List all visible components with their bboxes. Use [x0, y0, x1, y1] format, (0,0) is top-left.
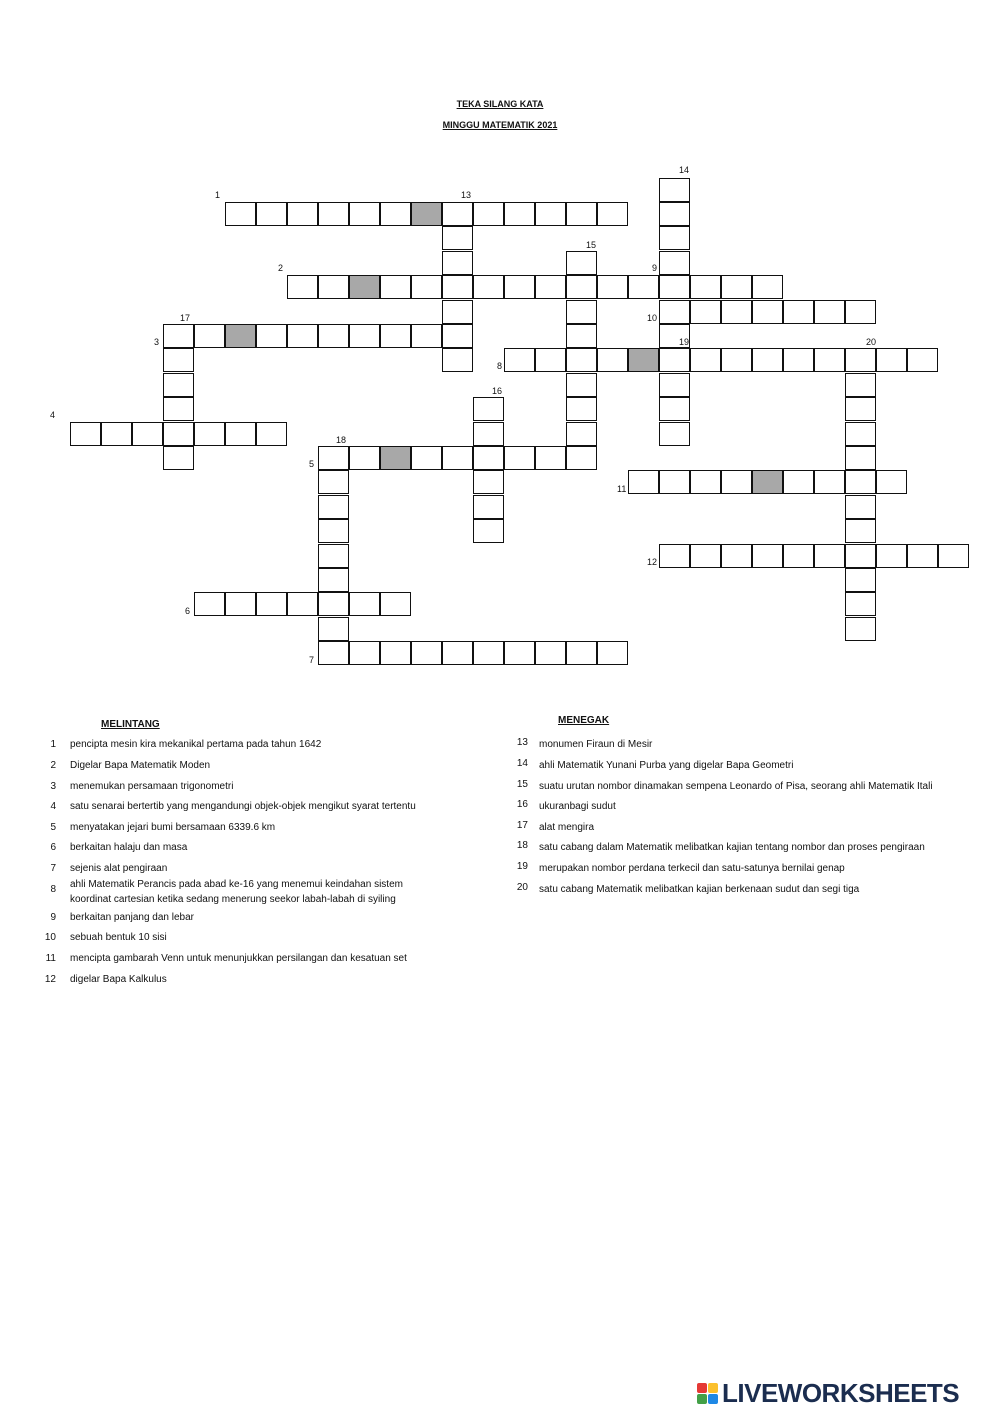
- clue-text: berkaitan panjang dan lebar: [70, 912, 194, 923]
- clue-text: monumen Firaun di Mesir: [539, 739, 653, 750]
- crossword-cell[interactable]: [256, 592, 287, 616]
- grid-number-a7: 7: [309, 655, 315, 665]
- clue-number: 16: [516, 799, 528, 810]
- grid-number-a11: 11: [617, 484, 627, 494]
- crossword-cell[interactable]: [411, 275, 442, 299]
- grid-number-a4: 4: [50, 410, 56, 420]
- crossword-cell[interactable]: [411, 446, 442, 470]
- crossword-cell[interactable]: [659, 348, 690, 372]
- clue-text: sejenis alat pengiraan: [70, 863, 168, 874]
- crossword-cell[interactable]: [752, 348, 783, 372]
- clue-number: 2: [50, 760, 56, 771]
- crossword-cell[interactable]: [287, 275, 318, 299]
- crossword-cell[interactable]: [318, 568, 349, 592]
- clue-number: 17: [516, 820, 528, 831]
- crossword-cell[interactable]: [349, 202, 380, 226]
- clue-text: menemukan persamaan trigonometri: [70, 781, 234, 792]
- crossword-cell[interactable]: [814, 470, 845, 494]
- crossword-cell[interactable]: [783, 348, 814, 372]
- clue-text: menyatakan jejari bumi bersamaan 6339.6 km: [70, 822, 276, 833]
- logo-text: LIVEWORKSHEETS: [722, 1377, 960, 1408]
- clue-text: satu cabang dalam Matematik melibatkan kajian tentang nombor dan proses pengiraan: [539, 842, 925, 853]
- clue-number: 3: [50, 781, 56, 792]
- crossword-cell[interactable]: [845, 495, 876, 519]
- clue-text: ukuranbagi sudut: [539, 801, 616, 812]
- crossword-cell[interactable]: [566, 324, 597, 348]
- crossword-cell[interactable]: [287, 202, 318, 226]
- crossword-cell[interactable]: [70, 422, 101, 446]
- grid-number-a3: 3: [154, 337, 160, 347]
- grid-number-a12: 12: [647, 557, 658, 567]
- crossword-cell[interactable]: [442, 641, 473, 665]
- crossword-cell[interactable]: [225, 592, 256, 616]
- crossword-cell[interactable]: [442, 300, 473, 324]
- crossword-cell[interactable]: [163, 348, 194, 372]
- crossword-cell[interactable]: [690, 470, 721, 494]
- crossword-cell[interactable]: [566, 275, 597, 299]
- crossword-cell[interactable]: [442, 324, 473, 348]
- crossword-cell-shaded: [225, 324, 256, 348]
- crossword-cell[interactable]: [473, 519, 504, 543]
- crossword-cell[interactable]: [473, 446, 504, 470]
- crossword-cell[interactable]: [349, 446, 380, 470]
- crossword-cell[interactable]: [194, 592, 225, 616]
- crossword-cell[interactable]: [225, 202, 256, 226]
- crossword-cell[interactable]: [535, 641, 566, 665]
- grid-number-d17: 17: [180, 313, 191, 323]
- clue-number: 18: [516, 840, 528, 851]
- crossword-cell[interactable]: [721, 544, 752, 568]
- crossword-cell[interactable]: [752, 300, 783, 324]
- crossword-cell[interactable]: [907, 348, 938, 372]
- crossword-cell[interactable]: [907, 544, 938, 568]
- crossword-cell[interactable]: [659, 397, 690, 421]
- crossword-cell[interactable]: [318, 202, 349, 226]
- clue-text: sebuah bentuk 10 sisi: [70, 932, 167, 943]
- crossword-cell[interactable]: [566, 348, 597, 372]
- crossword-cell[interactable]: [535, 446, 566, 470]
- clue-number: 1: [50, 739, 56, 750]
- crossword-cell[interactable]: [318, 519, 349, 543]
- crossword-cell[interactable]: [318, 592, 349, 616]
- clue-text: alat mengira: [539, 822, 595, 833]
- crossword-cell[interactable]: [442, 226, 473, 250]
- crossword-cell[interactable]: [318, 544, 349, 568]
- logo-tile-red: [697, 1383, 707, 1393]
- crossword-cell[interactable]: [225, 422, 256, 446]
- crossword-cell[interactable]: [504, 641, 535, 665]
- crossword-cell[interactable]: [659, 275, 690, 299]
- crossword-cell[interactable]: [845, 470, 876, 494]
- crossword-cell[interactable]: [349, 592, 380, 616]
- clue-number: 7: [50, 863, 56, 874]
- liveworksheets-logo-icon: [697, 1383, 718, 1404]
- crossword-cell[interactable]: [318, 470, 349, 494]
- crossword-cell[interactable]: [566, 202, 597, 226]
- clue-number: 9: [50, 912, 56, 923]
- crossword-cell[interactable]: [566, 422, 597, 446]
- crossword-cell[interactable]: [473, 202, 504, 226]
- crossword-cell[interactable]: [535, 275, 566, 299]
- clue-number: 5: [50, 822, 56, 833]
- crossword-cell[interactable]: [473, 397, 504, 421]
- clue-text: merupakan nombor perdana terkecil dan satu-satunya bernilai genap: [539, 863, 845, 874]
- crossword-cell[interactable]: [628, 470, 659, 494]
- crossword-cell[interactable]: [845, 544, 876, 568]
- crossword-cell[interactable]: [318, 324, 349, 348]
- crossword-cell[interactable]: [690, 544, 721, 568]
- crossword-cell-shaded: [628, 348, 659, 372]
- crossword-cell[interactable]: [845, 397, 876, 421]
- crossword-cell[interactable]: [504, 446, 535, 470]
- crossword-cell[interactable]: [504, 202, 535, 226]
- clue-number: 15: [516, 779, 528, 790]
- clue-number: 6: [50, 842, 56, 853]
- crossword-cell[interactable]: [473, 641, 504, 665]
- crossword-cell[interactable]: [566, 373, 597, 397]
- logo-tile-blue: [708, 1394, 718, 1404]
- crossword-cell[interactable]: [721, 348, 752, 372]
- crossword-cell[interactable]: [163, 397, 194, 421]
- crossword-cell[interactable]: [814, 348, 845, 372]
- grid-number-d16: 16: [492, 386, 503, 396]
- grid-number-d15: 15: [586, 240, 597, 250]
- crossword-cell[interactable]: [163, 373, 194, 397]
- crossword-cell[interactable]: [597, 348, 628, 372]
- crossword-cell[interactable]: [566, 446, 597, 470]
- crossword-cell[interactable]: [442, 446, 473, 470]
- clue-text: suatu urutan nombor dinamakan sempena Leonardo of Pisa, seorang ahli Matematik Itali: [539, 781, 933, 792]
- grid-number-a8: 8: [497, 361, 503, 371]
- crossword-cell[interactable]: [473, 470, 504, 494]
- crossword-cell[interactable]: [380, 202, 411, 226]
- crossword-cell[interactable]: [721, 300, 752, 324]
- crossword-cell-shaded: [349, 275, 380, 299]
- crossword-cell[interactable]: [659, 226, 690, 250]
- clue-number: 10: [44, 932, 56, 943]
- crossword-cell[interactable]: [287, 324, 318, 348]
- page-subtitle: MINGGU MATEMATIK 2021: [442, 120, 558, 130]
- grid-number-a1: 1: [215, 190, 221, 200]
- crossword-cell[interactable]: [938, 544, 969, 568]
- crossword-cell[interactable]: [876, 470, 907, 494]
- crossword-cell[interactable]: [845, 348, 876, 372]
- logo-tile-green: [697, 1394, 707, 1404]
- crossword-cell[interactable]: [473, 422, 504, 446]
- grid-number-d14: 14: [679, 165, 690, 175]
- grid-number-d19: 19: [679, 337, 690, 347]
- grid-number-a5: 5: [309, 459, 315, 469]
- crossword-cell-shaded: [411, 202, 442, 226]
- clue-number: 8: [50, 884, 56, 895]
- crossword-cell[interactable]: [597, 641, 628, 665]
- crossword-cell[interactable]: [411, 324, 442, 348]
- crossword-cell[interactable]: [845, 446, 876, 470]
- clue-number: 13: [516, 737, 528, 748]
- crossword-cell[interactable]: [566, 641, 597, 665]
- crossword-cell[interactable]: [845, 300, 876, 324]
- crossword-cell[interactable]: [845, 568, 876, 592]
- clue-text: mencipta gambarah Venn untuk menunjukkan persilangan dan kesatuan set: [70, 953, 407, 964]
- crossword-cell[interactable]: [163, 422, 194, 446]
- crossword-cell[interactable]: [411, 641, 442, 665]
- crossword-cell[interactable]: [318, 275, 349, 299]
- clue-text: berkaitan halaju dan masa: [70, 842, 188, 853]
- crossword-cell[interactable]: [690, 275, 721, 299]
- clue-number: 12: [44, 974, 56, 985]
- liveworksheets-logo: [697, 1378, 959, 1408]
- crossword-cell[interactable]: [845, 617, 876, 641]
- crossword-cell[interactable]: [349, 641, 380, 665]
- crossword-cell[interactable]: [194, 422, 225, 446]
- crossword-cell[interactable]: [845, 519, 876, 543]
- crossword-cell[interactable]: [318, 446, 349, 470]
- crossword-cell[interactable]: [659, 178, 690, 202]
- grid-number-a10: 10: [647, 313, 658, 323]
- clue-number: 20: [516, 882, 528, 893]
- clue-text: satu cabang Matematik melibatkan kajian berkenaan sudut dan segi tiga: [539, 884, 860, 895]
- crossword-cell[interactable]: [473, 495, 504, 519]
- crossword-cell[interactable]: [845, 373, 876, 397]
- grid-number-a9: 9: [652, 263, 658, 273]
- crossword-cell[interactable]: [690, 300, 721, 324]
- crossword-cell[interactable]: [535, 202, 566, 226]
- crossword-cell[interactable]: [783, 300, 814, 324]
- crossword-cell[interactable]: [659, 544, 690, 568]
- crossword-cell[interactable]: [659, 470, 690, 494]
- crossword-cell[interactable]: [659, 373, 690, 397]
- crossword-cell[interactable]: [380, 592, 411, 616]
- across-heading: MELINTANG: [101, 719, 160, 730]
- clue-number: 19: [516, 861, 528, 872]
- crossword-cell[interactable]: [380, 641, 411, 665]
- crossword-cell[interactable]: [535, 348, 566, 372]
- crossword-cell[interactable]: [256, 422, 287, 446]
- crossword-cell[interactable]: [256, 202, 287, 226]
- crossword-cell[interactable]: [566, 397, 597, 421]
- crossword-cell[interactable]: [783, 544, 814, 568]
- crossword-cell[interactable]: [194, 324, 225, 348]
- crossword-cell[interactable]: [814, 300, 845, 324]
- crossword-cell[interactable]: [504, 348, 535, 372]
- clue-text: pencipta mesin kira mekanikal pertama pada tahun 1642: [70, 739, 322, 750]
- crossword-cell[interactable]: [845, 592, 876, 616]
- crossword-cell[interactable]: [442, 348, 473, 372]
- crossword-cell[interactable]: [659, 422, 690, 446]
- clue-number: 4: [50, 801, 56, 812]
- crossword-cell[interactable]: [597, 275, 628, 299]
- crossword-cell[interactable]: [349, 324, 380, 348]
- clue-text: digelar Bapa Kalkulus: [70, 974, 167, 985]
- crossword-cell[interactable]: [597, 202, 628, 226]
- crossword-cell[interactable]: [783, 470, 814, 494]
- crossword-cell[interactable]: [659, 202, 690, 226]
- crossword-cell[interactable]: [287, 592, 318, 616]
- crossword-cell[interactable]: [628, 275, 659, 299]
- crossword-cell[interactable]: [566, 300, 597, 324]
- crossword-cell-shaded: [380, 446, 411, 470]
- grid-number-a6: 6: [185, 606, 191, 616]
- crossword-cell[interactable]: [318, 641, 349, 665]
- crossword-cell[interactable]: [442, 251, 473, 275]
- clue-text: ahli Matematik Perancis pada abad ke-16 yang menemui keindahan sistem: [70, 879, 403, 890]
- crossword-cell[interactable]: [380, 275, 411, 299]
- grid-number-a2: 2: [278, 263, 284, 273]
- crossword-cell[interactable]: [473, 275, 504, 299]
- crossword-cell[interactable]: [318, 495, 349, 519]
- clue-number: 11: [45, 953, 56, 964]
- crossword-cell[interactable]: [752, 544, 783, 568]
- crossword-grid: [0, 0, 1000, 700]
- clue-text: ahli Matematik Yunani Purba yang digelar Bapa Geometri: [539, 760, 794, 771]
- down-heading: MENEGAK: [558, 715, 610, 726]
- crossword-cell[interactable]: [132, 422, 163, 446]
- clue-text: Digelar Bapa Matematik Moden: [70, 760, 211, 771]
- grid-number-d13: 13: [461, 190, 472, 200]
- crossword-cell[interactable]: [845, 422, 876, 446]
- crossword-cell[interactable]: [876, 544, 907, 568]
- crossword-cell[interactable]: [690, 348, 721, 372]
- crossword-cell[interactable]: [752, 275, 783, 299]
- crossword-cell[interactable]: [504, 275, 535, 299]
- crossword-cell[interactable]: [101, 422, 132, 446]
- crossword-cell[interactable]: [442, 202, 473, 226]
- page-title: TEKA SILANG KATA: [456, 99, 544, 109]
- crossword-cell[interactable]: [721, 275, 752, 299]
- crossword-cell[interactable]: [256, 324, 287, 348]
- grid-number-d18: 18: [336, 435, 347, 445]
- crossword-cell[interactable]: [442, 275, 473, 299]
- crossword-cell[interactable]: [163, 446, 194, 470]
- clue-text: satu senarai bertertib yang mengandungi objek-objek mengikut syarat tertentu: [70, 801, 416, 812]
- crossword-cell[interactable]: [814, 544, 845, 568]
- grid-number-d20: 20: [866, 337, 877, 347]
- crossword-cell[interactable]: [659, 251, 690, 275]
- crossword-cell[interactable]: [380, 324, 411, 348]
- crossword-cell[interactable]: [659, 300, 690, 324]
- clue-text-line-2: koordinat cartesian ketika sedang menerung seekor labah-labah di syiling: [70, 894, 396, 905]
- clue-number: 14: [516, 758, 528, 769]
- crossword-cell-shaded: [752, 470, 783, 494]
- crossword-cell[interactable]: [318, 617, 349, 641]
- crossword-cell[interactable]: [721, 470, 752, 494]
- crossword-cell[interactable]: [876, 348, 907, 372]
- crossword-cell[interactable]: [566, 251, 597, 275]
- crossword-cell[interactable]: [163, 324, 194, 348]
- logo-tile-yellow: [708, 1383, 718, 1393]
